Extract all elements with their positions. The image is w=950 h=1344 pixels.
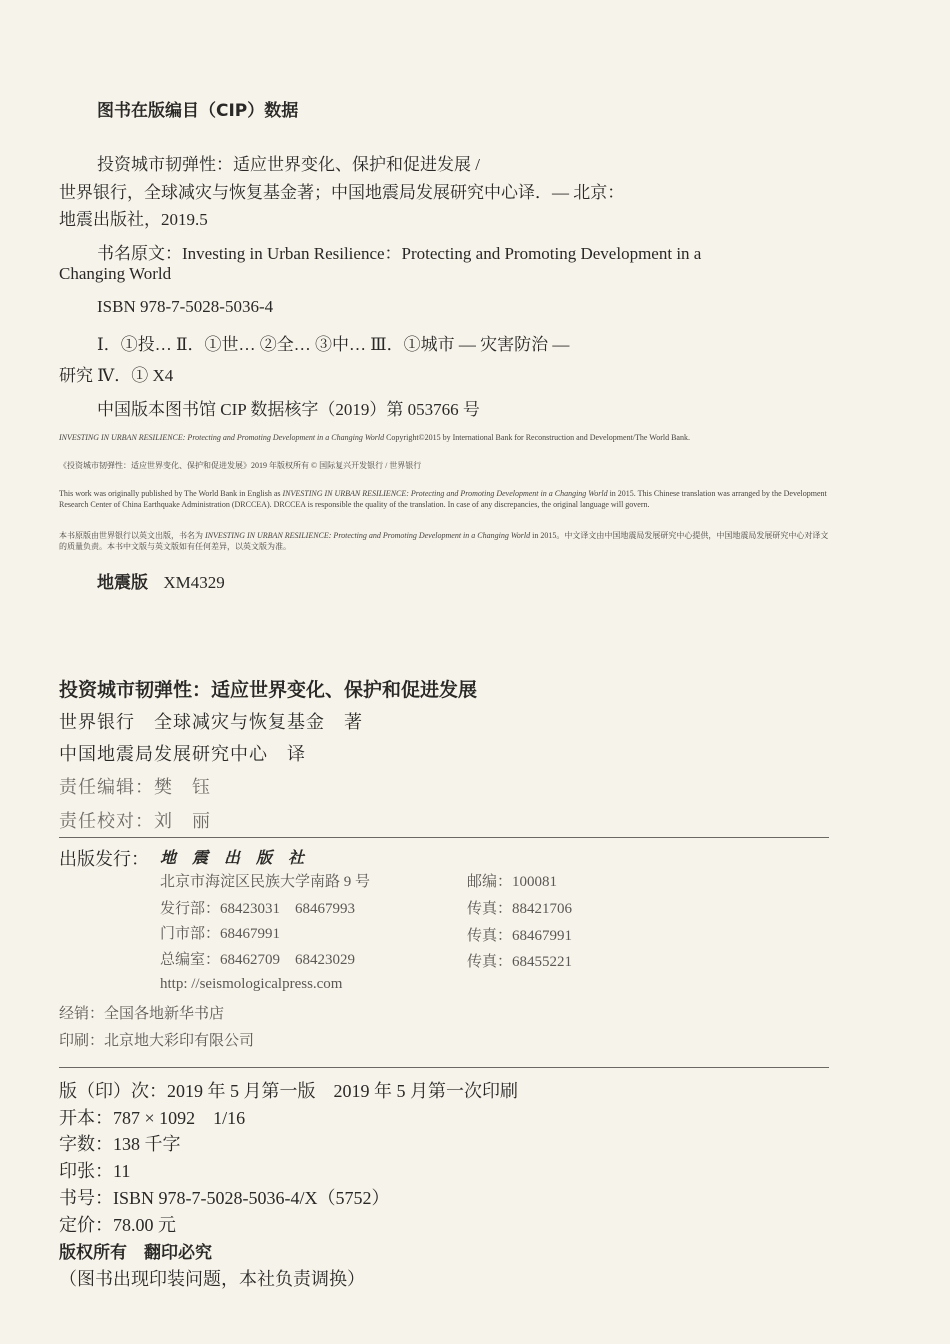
sales-department: 发行部：68423031 68467993 xyxy=(160,901,356,917)
cip-original-title-cont: Changing World xyxy=(59,264,172,283)
printer: 印刷：北京地大彩印有限公司 xyxy=(59,1033,255,1049)
press-code-value: XM4329 xyxy=(163,573,225,592)
printed-sheets: 印张：11 xyxy=(59,1161,131,1181)
press-code-label: 地震版 xyxy=(97,573,148,593)
retail-department: 门市部：68467991 xyxy=(160,926,281,942)
editorial-office: 总编室：68462709 68423029 xyxy=(160,952,356,968)
cip-author-line: 世界银行，全球减灾与恢复基金著；中国地震局发展研究中心译．— 北京： xyxy=(59,183,625,202)
responsible-editor: 责任编辑：樊 钰 xyxy=(59,777,211,797)
publisher-name: 地 震 出 版 社 xyxy=(160,850,311,867)
cip-publisher-line: 地震出版社，2019.5 xyxy=(59,210,208,229)
translation-note-cn: 本书原版由世界银行以英文出版，书名为 INVESTING IN URBAN RESILIENCE: Protecting and Promoting Development in a Changing World in 2015。中文译文由中国地震局发展研究中心提供，中国地震局发展研究中心对译文的质量负责。本书中文版与英文版如有任何差异，以英文版为准。 xyxy=(59,531,829,551)
cip-heading: 图书在版编目（CIP）数据 xyxy=(97,101,299,121)
cip-classification-cont: 研究 Ⅳ．① X4 xyxy=(59,366,174,385)
word-count: 字数：138 千字 xyxy=(59,1134,181,1154)
copyright-notice-en: INVESTING IN URBAN RESILIENCE: Protecting and Promoting Development in a Changing World Copyright©2015 by International Bank for Reconstruction and Development/The World Bank. xyxy=(59,433,690,442)
divider xyxy=(59,1067,829,1068)
fax-retail: 传真：68467991 xyxy=(467,928,573,944)
cip-isbn: ISBN 978-7-5028-5036-4 xyxy=(97,297,274,316)
press-code xyxy=(97,568,225,593)
cip-title-line: 投资城市韧弹性：适应世界变化、保护和促进发展 / xyxy=(97,155,480,174)
edition-printing: 版（印）次：2019 年 5 月第一版 2019 年 5 月第一次印刷 xyxy=(59,1081,518,1101)
book-title: 投资城市韧弹性：适应世界变化、保护和促进发展 xyxy=(59,679,478,701)
copyright-notice-cn: 《投资城市韧弹性：适应世界变化、保护和促进发展》2019 年版权所有 © 国际复兴开发银行 / 世界银行 xyxy=(59,461,422,470)
fax-sales: 传真：88421706 xyxy=(467,901,573,917)
publisher-website: http: //seismologicalpress.com xyxy=(160,976,343,992)
distributor: 经销：全国各地新华书店 xyxy=(59,1006,225,1022)
book-authors: 世界银行 全球减灾与恢复基金 著 xyxy=(59,712,363,732)
rights-reserved: 版权所有 翻印必究 xyxy=(59,1243,212,1263)
publisher-postcode: 邮编：100081 xyxy=(467,874,558,890)
responsible-proofreader: 责任校对：刘 丽 xyxy=(59,811,211,831)
publisher-label: 出版发行： xyxy=(59,849,149,869)
book-translator: 中国地震局发展研究中心 译 xyxy=(59,744,306,764)
cip-original-title: 书名原文：Investing in Urban Resilience：Protecting and Promoting Development in a xyxy=(97,244,702,263)
binding-notice: （图书出现印装问题，本社负责调换） xyxy=(59,1269,365,1289)
page-format: 开本：787 × 1092 1/16 xyxy=(59,1108,246,1128)
price: 定价：78.00 元 xyxy=(59,1215,176,1235)
translation-note-en: This work was originally published by The World Bank in English as INVESTING IN URBAN RESILIENCE: Protecting and Promoting Development in a Changing World in 2015. This Chinese translation was arranged by the Development Research Center of China Earthquake Administration (DRCCEA). DRCCEA is responsible the quality of the translation. In case of any discrepancies, the original language will govern. xyxy=(59,489,827,509)
publisher-address: 北京市海淀区民族大学南路 9 号 xyxy=(160,874,371,890)
divider xyxy=(59,837,829,838)
cip-classification: Ⅰ．①投… Ⅱ．①世… ②全… ③中… Ⅲ．①城市 — 灾害防治 — xyxy=(97,335,570,354)
cip-data-number: 中国版本图书馆 CIP 数据核字（2019）第 053766 号 xyxy=(97,400,480,419)
book-number: 书号：ISBN 978-7-5028-5036-4/X（5752） xyxy=(59,1188,390,1208)
fax-editorial: 传真：68455221 xyxy=(467,954,573,970)
